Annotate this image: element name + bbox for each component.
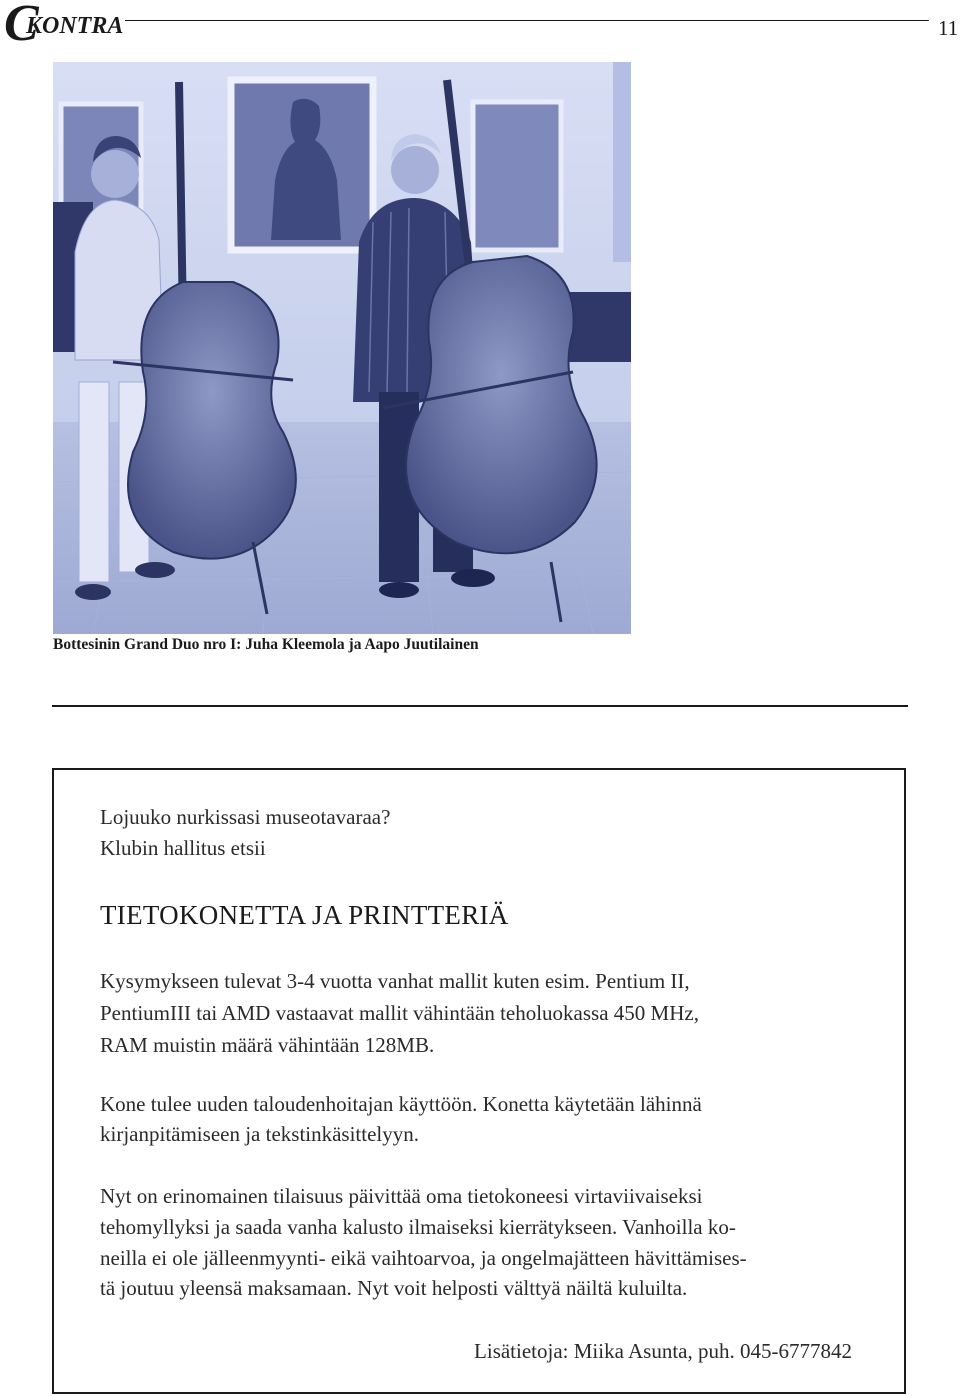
photo-illustration	[53, 62, 631, 634]
intro-line: Klubin hallitus etsii	[100, 836, 266, 860]
paragraph-line: kirjanpitämiseen ja tekstinkäsittelyyn.	[100, 1122, 420, 1146]
photo-caption: Bottesinin Grand Duo nro I: Juha Kleemola ja Aapo Juutilainen	[53, 636, 479, 653]
notice-box	[52, 768, 906, 1394]
header-rule	[125, 20, 929, 21]
paragraph-line: Kone tulee uuden taloudenhoitajan käyttöön. Konetta käytetään lähinnä	[100, 1092, 702, 1116]
photo-double-bass-duo	[53, 62, 631, 634]
paragraph-line: tä joutuu yleensä maksamaan. Nyt voit helposti välttyä näiltä kuluilta.	[100, 1276, 688, 1300]
kontra-logo	[4, 0, 134, 52]
section-divider	[52, 705, 908, 707]
paragraph-line: RAM muistin määrä vähintään 128MB.	[100, 1033, 435, 1057]
contact-line: Lisätietoja: Miika Asunta, puh. 045-6777842	[474, 1339, 852, 1363]
page-number: 11	[938, 16, 959, 40]
notice-heading: TIETOKONETTA JA PRINTTERIÄ	[100, 900, 509, 930]
paragraph-line: Kysymykseen tulevat 3-4 vuotta vanhat mallit kuten esim. Pentium II,	[100, 969, 690, 993]
paragraph-line: Nyt on erinomainen tilaisuus päivittää oma tietokoneesi virtaviivaiseksi	[100, 1184, 703, 1208]
paragraph-line: PentiumIII tai AMD vastaavat mallit vähintään teholuokassa 450 MHz,	[100, 1001, 699, 1025]
paragraph-line: neilla ei ole jälleenmyynti- eikä vaihtoarvoa, ja ongelmajätteen hävittämises-	[100, 1246, 747, 1270]
paragraph-line: tehomyllyksi ja saada vanha kalusto ilmaiseksi kierrätykseen. Vanhoilla ko-	[100, 1215, 736, 1239]
logo-initial: C	[4, 0, 39, 52]
intro-line: Lojuuko nurkissasi museotavaraa?	[100, 805, 391, 829]
logo-text: KONTRA	[26, 13, 124, 39]
